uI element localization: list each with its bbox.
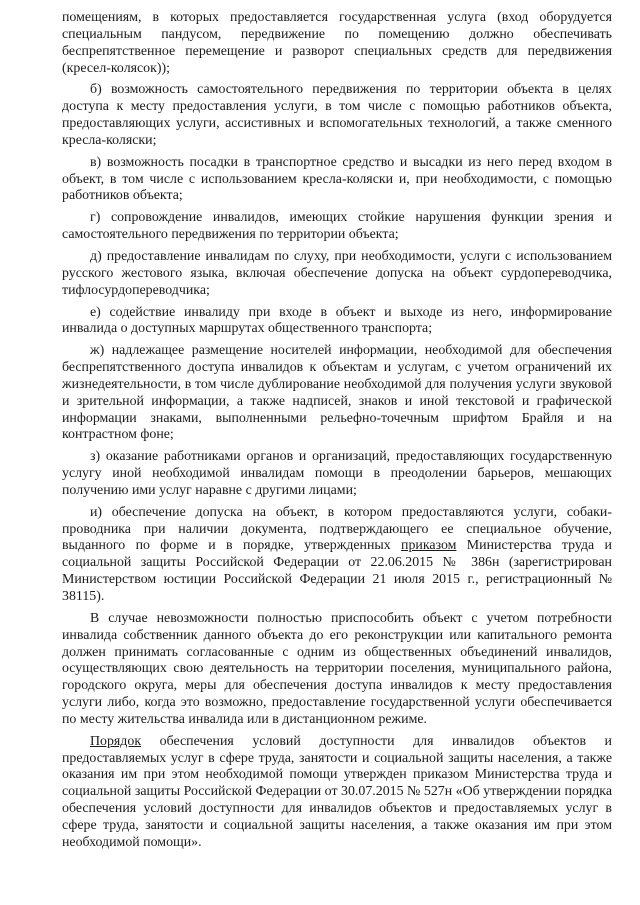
paragraph-procedure (62, 734, 612, 852)
order-link[interactable]: приказом (401, 538, 457, 554)
paragraph-zh: ж) надлежащее размещение носителей информации, необходимой для обеспечения беспрепятственного доступа инвалидов к объектам и услугам, с учетом ограничений их жизнедеятельности, в том числе дублирование необходимой для получения услуги звуковой и зрительной информации, а также надписей, знаков и иной текстовой и графической информации знаками, выполненными рельефно-точечным шрифтом Брайля и на контрастном фоне; (62, 343, 612, 443)
paragraph-impossibility: В случае невозможности полностью приспособить объект с учетом потребности инвалида собственник данного объекта до его реконструкции или капитального ремонта должен принимать согласованные с одним из общественных объединений инвалидов, осуществляющих свою деятельность на территории поселения, муниципального района, городского округа, меры для обеспечения доступа инвалидов к месту предоставления услуги либо, когда это возможно, предоставление государственной услуги обеспечивается по месту жительства инвалида или в дистанционном режиме. (62, 610, 612, 727)
paragraph-z: з) оказание работниками органов и организаций, предоставляющих государственную услугу иной необходимой инвалидам помощи в преодолении барьеров, мешающих получению ими услуг наравне с другими лицами; (62, 449, 612, 498)
paragraph-b: б) возможность самостоятельного передвижения по территории объекта в целях доступа к месту предоставления услуги, в том числе с помощью работников объекта, предоставляющих услуги, ассистивных и вспомогательных технологий, а также сменного кресла-коляски; (62, 82, 612, 148)
paragraph-v: в) возможность посадки в транспортное средство и высадки из него перед входом в объект, в том числе с использованием кресла-коляски и, при необходимости, с помощью работников объекта; (62, 154, 612, 204)
paragraph-g: г) сопровождение инвалидов, имеющих стойкие нарушения функции зрения и самостоятельного передвижения по территории объекта; (62, 210, 612, 243)
paragraph-i-text-end: Министерства труда и социальной защиты Российской Федерации от 22.06.2015 № 386н (зарегистрирован Министерством юстиции Российской Федерации 21 июля 2015 г., регистрационный № 38115). (62, 538, 612, 604)
paragraph-i (62, 505, 612, 606)
paragraph-continuation: помещениям, в которых предоставляется государственная услуга (вход оборудуется специальным пандусом, передвижение по помещению должно обеспечивать беспрепятственное перемещение и разворот специальных средств для передвижения (кресел-колясок)); (62, 10, 612, 76)
procedure-link[interactable]: Порядок (90, 733, 142, 749)
paragraph-procedure-text: обеспечения условий доступности для инвалидов объектов и предоставляемых услуг в сфере труда, занятости и социальной защиты населения, а также оказания им при этом необходимой помощи утвержден приказом Министерства труда и социальной защиты Российской Федерации от 30.07.2015 № 527н «Об утверждении порядка обеспечения условий доступности для инвалидов объектов и предоставляемых услуг в сфере труда, занятости и социальной защиты населения, а также оказания им при этом необходимой помощи». (62, 733, 612, 850)
paragraph-d: д) предоставление инвалидам по слуху, при необходимости, услуги с использованием русского жестового языка, включая обеспечение допуска на объект сурдопереводчика, тифлосурдопереводчика; (62, 248, 612, 298)
paragraph-e: е) содействие инвалиду при входе в объект и выходе из него, информирование инвалида о доступных маршрутах общественного транспорта; (62, 304, 612, 337)
paragraph-i-text-start: и) обеспечение допуска на объект, в котором предоставляются услуги, собаки-проводника при наличии документа, подтверждающего ее специальное обучение, выданного по форме и в порядке, утвержденных (62, 504, 612, 554)
document-page (62, 10, 612, 852)
